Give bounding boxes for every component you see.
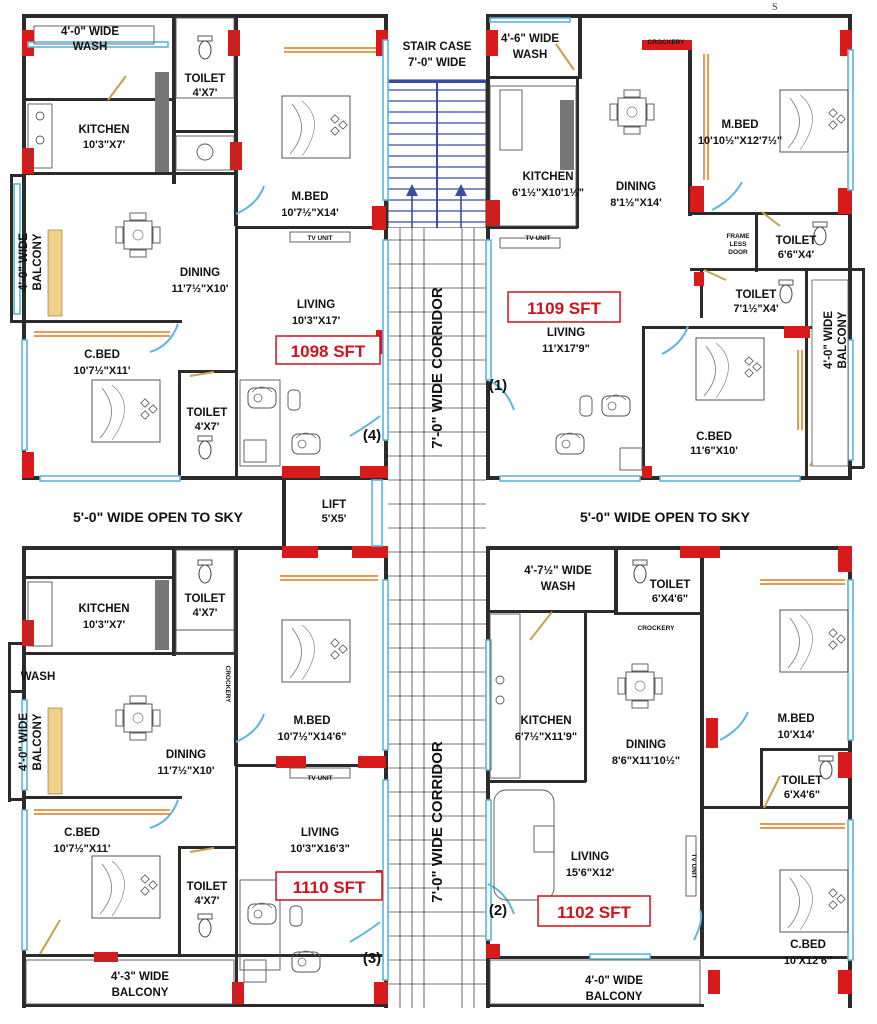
staircase-label: STAIR CASE — [402, 41, 472, 53]
u4-living-dim: 10'3"X17' — [291, 315, 341, 327]
u2-kitchen-dim: 6'7½"X11'9" — [514, 731, 578, 743]
u1-kitchen: KITCHEN — [522, 171, 574, 183]
u1-kitchen-dim: 6'1½"X10'1½" — [512, 187, 584, 199]
u1-toilet1: TOILET — [775, 235, 817, 247]
u2-wash: 4'-7½" WIDE — [524, 565, 592, 577]
u3-toilet2: TOILET — [186, 881, 228, 893]
u3-toilet1-dim: 4'X7' — [192, 607, 218, 619]
u1-toilet1-dim: 6'6"X4' — [777, 249, 815, 261]
u1-dining-dim: 8'1½"X14' — [610, 197, 662, 209]
u4-area: 1098 SFT — [290, 342, 366, 361]
u4-tvunit: TV UNIT — [307, 235, 333, 242]
u3-kitchen: KITCHEN — [78, 603, 130, 615]
u1-frameless-2: LESS — [729, 241, 747, 248]
u1-wash2: WASH — [512, 49, 548, 61]
u3-living-dim: 10'3"X16'3" — [290, 843, 350, 855]
u2-dining: DINING — [625, 739, 667, 751]
u1-toilet2-dim: 7'1½"X4' — [733, 303, 779, 315]
u4-wash2: WASH — [72, 41, 108, 53]
u4-toilet2: TOILET — [186, 407, 228, 419]
corridor-bottom-label: 7'-0" WIDE CORRIDOR — [429, 741, 446, 903]
u3-number: (3) — [362, 950, 382, 967]
u4-dining: DINING — [179, 267, 221, 279]
u4-number: (4) — [362, 427, 382, 444]
u4-kitchen-dim: 10'3"X7' — [82, 139, 126, 151]
open-to-sky-right: 5'-0" WIDE OPEN TO SKY — [580, 509, 750, 525]
u2-cbed: C.BED — [790, 939, 826, 951]
u2-balcony2: BALCONY — [585, 991, 643, 1003]
u4-dining-dim: 11'7½"X10' — [171, 283, 229, 295]
u3-mbed-dim: 10'7½"X14'6" — [277, 731, 347, 743]
lift-dim: 5'X5' — [321, 513, 347, 525]
u3-crockery: CROCKERY — [224, 665, 231, 703]
u1-frameless-3: DOOR — [728, 249, 748, 256]
u1-area: 1109 SFT — [527, 299, 601, 318]
u3-balcony-b: 4'-3" WIDE — [110, 971, 170, 983]
u2-living: LIVING — [570, 851, 610, 863]
u2-living-dim: 15'6"X12' — [565, 867, 615, 879]
u3-toilet1: TOILET — [184, 593, 226, 605]
u3-toilet2-dim: 4'X7' — [194, 895, 220, 907]
lift-label: LIFT — [321, 499, 347, 511]
u2-crockery: CROCKERY — [637, 625, 675, 632]
u2-area: 1102 SFT — [557, 903, 631, 922]
u4-kitchen: KITCHEN — [78, 124, 130, 136]
u3-tvunit: TV UNIT — [307, 775, 333, 782]
u2-toilet2: TOILET — [781, 775, 823, 787]
u1-number: (1) — [488, 377, 508, 394]
u2-wash2: WASH — [540, 581, 576, 593]
u4-toilet1: TOILET — [184, 73, 226, 85]
u4-cbed-dim: 10'7½"X11' — [73, 365, 131, 377]
u3-cbed: C.BED — [64, 827, 100, 839]
u4-mbed-dim: 10'7½"X14' — [281, 207, 339, 219]
u4-balcony2: BALCONY — [32, 233, 44, 291]
u1-frameless-1: FRAME — [726, 233, 750, 240]
staircase-dim: 7'-0" WIDE — [407, 57, 467, 69]
u1-toilet2: TOILET — [735, 289, 777, 301]
u3-living: LIVING — [300, 827, 340, 839]
u4-cbed: C.BED — [84, 349, 120, 361]
u4-toilet1-dim: 4'X7' — [192, 87, 218, 99]
u1-cbed: C.BED — [696, 431, 732, 443]
u2-kitchen: KITCHEN — [520, 715, 572, 727]
u3-dining-dim: 11'7½"X10' — [157, 765, 215, 777]
u2-toilet1: TOILET — [649, 579, 691, 591]
u3-kitchen-dim: 10'3"X7' — [82, 619, 126, 631]
u2-toilet2-dim: 6'X4'6" — [783, 789, 821, 801]
staircase — [388, 80, 486, 228]
u4-mbed: M.BED — [291, 191, 329, 203]
u1-living: LIVING — [546, 327, 586, 339]
u3-mbed: M.BED — [293, 715, 331, 727]
u2-dining-dim: 8'6"X11'10½" — [611, 755, 681, 767]
u3-balcony-b2: BALCONY — [111, 987, 169, 999]
u2-tvunit: TV UNIT — [690, 853, 697, 879]
u4-toilet2-dim: 4'X7' — [194, 421, 220, 433]
u1-living-dim: 11'X17'9" — [542, 343, 590, 355]
u4-wash: 4'-0" WIDE — [60, 26, 120, 38]
u1-wash: 4'-6" WIDE — [500, 33, 560, 45]
u2-mbed: M.BED — [777, 713, 815, 725]
u3-cbed-dim: 10'7½"X11' — [53, 843, 111, 855]
u2-number: (2) — [488, 902, 508, 919]
u3-area: 1110 SFT — [292, 878, 366, 897]
u4-balcony: 4'-0" WIDE — [18, 232, 30, 292]
u1-balcony2: BALCONY — [837, 311, 849, 369]
open-to-sky-left: 5'-0" WIDE OPEN TO SKY — [73, 509, 243, 525]
u2-balcony: 4'-0" WIDE — [584, 975, 644, 987]
u1-crockery: CROCKERY — [647, 39, 685, 46]
u1-balcony: 4'-0" WIDE — [823, 310, 835, 370]
u1-dining: DINING — [615, 181, 657, 193]
u1-mbed: M.BED — [721, 119, 759, 131]
u1-tvunit: TV UNIT — [525, 235, 551, 242]
u4-living: LIVING — [296, 299, 336, 311]
u2-mbed-dim: 10'X14' — [777, 729, 815, 741]
u3-balcony2: BALCONY — [32, 713, 44, 771]
u3-wash: WASH — [20, 671, 56, 683]
u2-toilet1-dim: 6'X4'6" — [651, 593, 689, 605]
u1-mbed-dim: 10'10½"X12'7½" — [697, 135, 783, 147]
corridor-top-label: 7'-0" WIDE CORRIDOR — [429, 287, 446, 449]
corner-mark: S — [772, 2, 778, 13]
u3-balcony: 4'-0" WIDE — [18, 712, 30, 772]
u3-dining: DINING — [165, 749, 207, 761]
u1-cbed-dim: 11'6"X10' — [690, 445, 738, 457]
u2-cbed-dim: 10'X12'6" — [783, 955, 833, 967]
